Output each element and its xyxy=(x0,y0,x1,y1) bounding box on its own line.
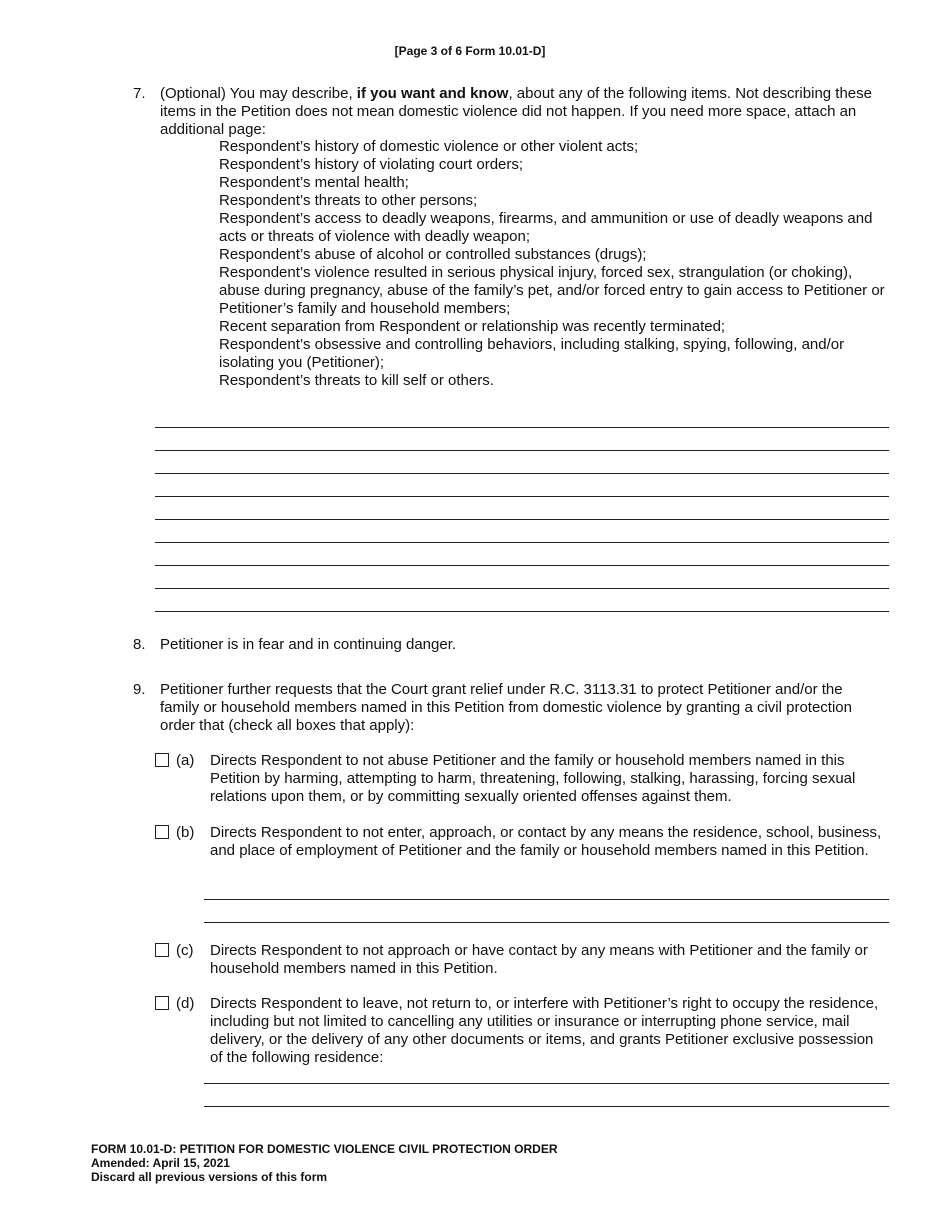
option-c-text: Directs Respondent to not approach or have contact by any means with Petitioner and the family or household members named in this Petition. xyxy=(210,942,868,977)
item-7-intro-after: , about any of the following items. Not describing these items in the Petition does not mean domestic violence did not happen. If you need more space, attach an additional page: xyxy=(160,85,872,138)
option-a-checkbox[interactable] xyxy=(155,753,169,767)
writing-line[interactable] xyxy=(155,565,889,566)
writing-line[interactable] xyxy=(204,1083,889,1084)
option-d-checkbox[interactable] xyxy=(155,996,169,1010)
writing-line[interactable] xyxy=(155,450,889,451)
item-7-intro-before: (Optional) You may describe, xyxy=(160,85,357,102)
option-b-checkbox[interactable] xyxy=(155,825,169,839)
writing-line[interactable] xyxy=(155,496,889,497)
item-9-number: 9. xyxy=(133,681,146,698)
writing-line[interactable] xyxy=(155,588,889,589)
footer-form-title: FORM 10.01-D: PETITION FOR DOMESTIC VIOLENCE CIVIL PROTECTION ORDER xyxy=(91,1142,558,1156)
option-a-letter: (a) xyxy=(176,752,195,769)
option-d-text: Directs Respondent to leave, not return to, or interfere with Petitioner’s right to occupy the residence, including but not limited to cancelling any utilities or insurance or interrupting phone service, mail delivery, or the delivery of any other documents or items, and grants Petitioner exclusive possession of the following residence: xyxy=(210,995,879,1066)
list-item: Respondent’s threats to kill self or others. xyxy=(219,372,494,389)
option-d-letter: (d) xyxy=(176,995,195,1012)
list-item: Respondent’s access to deadly weapons, firearms, and ammunition or use of deadly weapons and acts or threats of violence with deadly weapon; xyxy=(219,210,873,245)
writing-line[interactable] xyxy=(155,519,889,520)
list-item: Respondent’s violence resulted in serious physical injury, forced sex, strangulation (or choking), abuse during pregnancy, abuse of the family’s pet, and/or forced entry to gain access to Petitioner or Petitioner’s family and household members; xyxy=(219,264,885,317)
list-item: Respondent’s history of violating court orders; xyxy=(219,156,524,173)
option-c-letter: (c) xyxy=(176,942,194,959)
writing-line[interactable] xyxy=(204,922,889,923)
writing-line[interactable] xyxy=(155,611,889,612)
item-7-intro xyxy=(160,85,885,139)
option-b-letter: (b) xyxy=(176,824,195,841)
footer-discard: Discard all previous versions of this form xyxy=(91,1170,328,1184)
item-8-number: 8. xyxy=(133,636,146,653)
item-7-number: 7. xyxy=(133,85,146,102)
writing-line[interactable] xyxy=(204,1106,889,1107)
page-header: [Page 3 of 6 Form 10.01-D] xyxy=(394,44,546,58)
writing-line[interactable] xyxy=(155,473,889,474)
list-item: Recent separation from Respondent or relationship was recently terminated; xyxy=(219,318,726,335)
option-c-checkbox[interactable] xyxy=(155,943,169,957)
writing-line[interactable] xyxy=(204,899,889,900)
item-8-text: Petitioner is in fear and in continuing danger. xyxy=(160,636,457,653)
list-item: Respondent’s threats to other persons; xyxy=(219,192,478,209)
list-item: Respondent’s history of domestic violence or other violent acts; xyxy=(219,138,639,155)
option-a-text: Directs Respondent to not abuse Petitioner and the family or household members named in this Petition by harming, attempting to harm, threatening, following, stalking, harassing, forcing sexual relations upon them, or by committing sexually oriented offenses against them. xyxy=(210,752,856,805)
item-7-intro-bold: if you want and know xyxy=(356,85,509,102)
option-b-text: Directs Respondent to not enter, approach, or contact by any means the residence, school, business, and place of employment of Petitioner and the family or household members named in this Petition. xyxy=(210,824,882,859)
list-item: Respondent’s abuse of alcohol or controlled substances (drugs); xyxy=(219,246,647,263)
writing-line[interactable] xyxy=(155,427,889,428)
page-footer xyxy=(91,1142,557,1184)
list-item: Respondent’s mental health; xyxy=(219,174,409,191)
list-item: Respondent’s obsessive and controlling behaviors, including stalking, spying, following, and/or isolating you (Petitioner); xyxy=(219,336,845,371)
writing-line[interactable] xyxy=(155,542,889,543)
footer-amended: Amended: April 15, 2021 xyxy=(91,1156,230,1170)
item-7-list xyxy=(219,138,889,390)
item-9-text: Petitioner further requests that the Court grant relief under R.C. 3113.31 to protect Petitioner and/or the family or household members named in this Petition from domestic violence by granting a civil protection order that (check all boxes that apply): xyxy=(160,681,852,734)
